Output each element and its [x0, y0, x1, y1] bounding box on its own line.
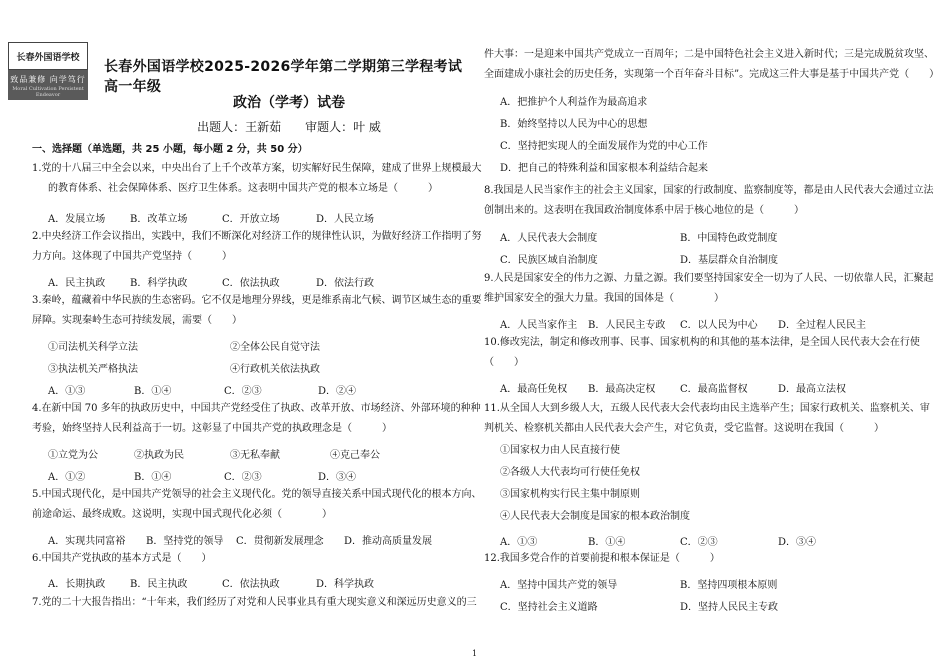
statement: ③执法机关严格执法: [48, 364, 138, 375]
question-line: 判机关、检察机关都由人民代表大会产生，对它负责，受它监督。这说明在我国（ ）: [484, 423, 884, 434]
statement-row: [48, 360, 320, 375]
option[interactable]: B．人民民主专政: [588, 320, 666, 331]
question-line: 的教育体系、社会保障体系、医疗卫生体系。这表明中国共产党的根本立场是（ ）: [48, 183, 438, 194]
logo-motto-en: Moral Cultivation Persistent Endeavor: [12, 86, 84, 98]
option[interactable]: C．依法执政: [222, 579, 280, 590]
question-line: 12.我国多党合作的首要前提和根本保证是（ ）: [484, 553, 720, 564]
statement-row: [48, 446, 380, 461]
option[interactable]: A．民主执政: [48, 278, 106, 289]
question-line: 3.秦岭，蕴藏着中华民族的生态密码。它不仅是地理分界线，更是维系南北气候、调节区域生态的重要: [32, 295, 482, 306]
question-line: 屏障。实现秦岭生态可持续发展，需要（ ）: [32, 315, 242, 326]
exam-title: 长春外国语学校2025-2026学年第二学期第三学程考试高一年级: [104, 59, 463, 95]
statement: ③国家机构实行民主集中制原则: [500, 489, 640, 500]
question-line: 维护国家安全的强大力量。我国的国体是（ ）: [484, 293, 724, 304]
option[interactable]: D．推动高质量发展: [344, 536, 433, 547]
question-line: 11.从全国人大到乡级人大，五级人民代表大会代表均由民主选举产生；国家行政机关、监察机关、审: [484, 403, 930, 414]
option[interactable]: D．把自己的特殊利益和国家根本利益结合起来: [500, 163, 709, 174]
question-line: （ ）: [484, 357, 524, 368]
statement: ④克己奉公: [330, 450, 380, 461]
option[interactable]: B．最高决定权: [588, 384, 656, 395]
option[interactable]: D．人民立场: [316, 214, 375, 225]
option[interactable]: D．依法行政: [316, 278, 375, 289]
option-row: [500, 229, 777, 244]
question-line: 考验，始终坚持人民利益高于一切。这彰显了中国共产党的执政理念是（ ）: [32, 423, 392, 434]
option-row: [48, 210, 374, 225]
option[interactable]: A．①②: [48, 472, 86, 483]
statement: ①司法机关科学立法: [48, 342, 138, 353]
statement: ②执政为民: [134, 450, 184, 461]
exam-subtitle: 政治（学考）试卷: [233, 95, 345, 111]
option-row: [500, 533, 816, 548]
option[interactable]: D．③④: [778, 537, 817, 548]
statement: ①国家权力由人民直接行使: [500, 445, 620, 456]
option[interactable]: D．全过程人民民主: [778, 320, 867, 331]
option[interactable]: B．坚持四项根本原则: [680, 580, 778, 591]
option[interactable]: A．把推护个人利益作为最高追求: [500, 97, 648, 108]
option-row: [48, 382, 356, 397]
question-line: 5.中国式现代化，是中国共产党领导的社会主义现代化。党的领导直接关系中国式现代化的根本方向、: [32, 489, 482, 500]
question-line: 1.党的十八届三中全会以来，中央出台了上千个改革方案，切实解好民生保障，建成了世界上规模最大: [32, 163, 482, 174]
option[interactable]: A．最高任免权: [500, 384, 568, 395]
statement: ②各级人大代表均可行使任免权: [500, 467, 640, 478]
question-line: 前途命运、最终成败。这说明，实现中国式现代化必须（ ）: [32, 509, 332, 520]
question-line: 创制出来的。这表明在我国政治制度体系中居于核心地位的是（ ）: [484, 205, 804, 216]
option[interactable]: B．中国特色政党制度: [680, 233, 778, 244]
option-row: [500, 576, 777, 591]
option-row: [48, 468, 356, 483]
logo-calligraphy: 长春外国语学校: [8, 42, 88, 70]
page-number: 1: [472, 649, 478, 658]
option[interactable]: C．坚持社会主义道路: [500, 602, 598, 613]
option[interactable]: C．②③: [224, 386, 262, 397]
option[interactable]: B．科学执政: [130, 278, 188, 289]
option[interactable]: C．②③: [224, 472, 262, 483]
question-line: 力方向。这体现了中国共产党坚持（ ）: [32, 251, 232, 262]
option[interactable]: C．以人民为中心: [680, 320, 758, 331]
option[interactable]: B．①④: [134, 472, 172, 483]
statement: ②全体公民自觉守法: [230, 342, 320, 353]
question-line: 10.修改宪法，制定和修改刑事、民事、国家机构的和其他的基本法律，是全国人民代表大会在行使: [484, 337, 920, 348]
option[interactable]: B．①④: [588, 537, 626, 548]
option[interactable]: A．①③: [500, 537, 538, 548]
option[interactable]: A．①③: [48, 386, 86, 397]
option[interactable]: A．人民当家作主: [500, 320, 578, 331]
option[interactable]: B．①④: [134, 386, 172, 397]
statement-row: [48, 338, 320, 353]
option[interactable]: A．坚持中国共产党的领导: [500, 580, 618, 591]
option[interactable]: D．坚持人民民主专政: [680, 602, 779, 613]
option-row: [500, 598, 778, 613]
option[interactable]: D．基层群众自治制度: [680, 255, 779, 266]
option[interactable]: D．②④: [318, 386, 357, 397]
option[interactable]: D．科学执政: [316, 579, 375, 590]
option[interactable]: C．最高监督权: [680, 384, 748, 395]
option-row: [48, 575, 374, 590]
statement: ④人民代表大会制度是国家的根本政治制度: [500, 511, 690, 522]
option[interactable]: C．依法执政: [222, 278, 280, 289]
option[interactable]: A．发展立场: [48, 214, 106, 225]
statement: ④行政机关依法执政: [230, 364, 320, 375]
statement: ①立党为公: [48, 450, 98, 461]
option[interactable]: B．始终坚持以人民为中心的思想: [500, 119, 648, 130]
option[interactable]: C．贯彻新发展理念: [236, 536, 324, 547]
exam-authors: 出题人：王新茹 审题人：叶 威: [197, 120, 381, 134]
section-heading: 一、选择题（单选题，共 25 小题，每小题 2 分，共 50 分）: [32, 144, 308, 155]
question-line: 6.中国共产党执政的基本方式是（ ）: [32, 553, 212, 564]
option[interactable]: C．开放立场: [222, 214, 280, 225]
option-row: [500, 251, 778, 266]
option[interactable]: A．人民代表大会制度: [500, 233, 598, 244]
option[interactable]: A．长期执政: [48, 579, 106, 590]
option[interactable]: D．③④: [318, 472, 357, 483]
option[interactable]: C．民族区域自治制度: [500, 255, 598, 266]
option[interactable]: B．民主执政: [130, 579, 188, 590]
option-row: [500, 316, 866, 331]
question-line: 4.在新中国 70 多年的执政历史中，中国共产党经受住了执政、改革开放、市场经济、外部环境的种种: [32, 403, 481, 414]
question-line: 8.我国是人民当家作主的社会主义国家，国家的行政制度、监察制度等，都是由人民代表大会通过立法: [484, 185, 934, 196]
question-line: 9.人民是国家安全的伟力之源、力量之源。我们要坚持国家安全一切为了人民、一切依靠人民，汇聚起: [484, 273, 934, 284]
question-line: 7.党的二十大报告指出：“十年来，我们经历了对党和人民事业具有重大现实意义和深远历史意义的三: [32, 597, 477, 608]
logo-motto: 致品兼修 向学笃行: [10, 75, 86, 84]
question-line: 件大事：一是迎来中国共产党成立一百周年；二是中国特色社会主义进入新时代；三是完成脱贫攻坚、: [484, 49, 934, 60]
option[interactable]: C．②③: [680, 537, 718, 548]
option[interactable]: D．最高立法权: [778, 384, 847, 395]
statement: ③无私奉献: [230, 450, 280, 461]
option-row: [48, 532, 432, 547]
option[interactable]: B．改革立场: [130, 214, 188, 225]
option[interactable]: B．坚持党的领导: [146, 536, 224, 547]
question-line: 全面建成小康社会的历史任务，实现第一个百年奋斗目标”。完成这三件大事是基于中国共产党（ ）: [484, 69, 940, 80]
question-line: 2.中央经济工作会议指出，实践中，我们不断深化对经济工作的规律性认识，为做好经济工作指明了努: [32, 231, 482, 242]
option[interactable]: C．坚持把实现人的全面发展作为党的中心工作: [500, 141, 708, 152]
option-row: [48, 274, 374, 289]
option-row: [500, 380, 846, 395]
option[interactable]: A．实现共同富裕: [48, 536, 126, 547]
school-logo: [8, 42, 88, 100]
